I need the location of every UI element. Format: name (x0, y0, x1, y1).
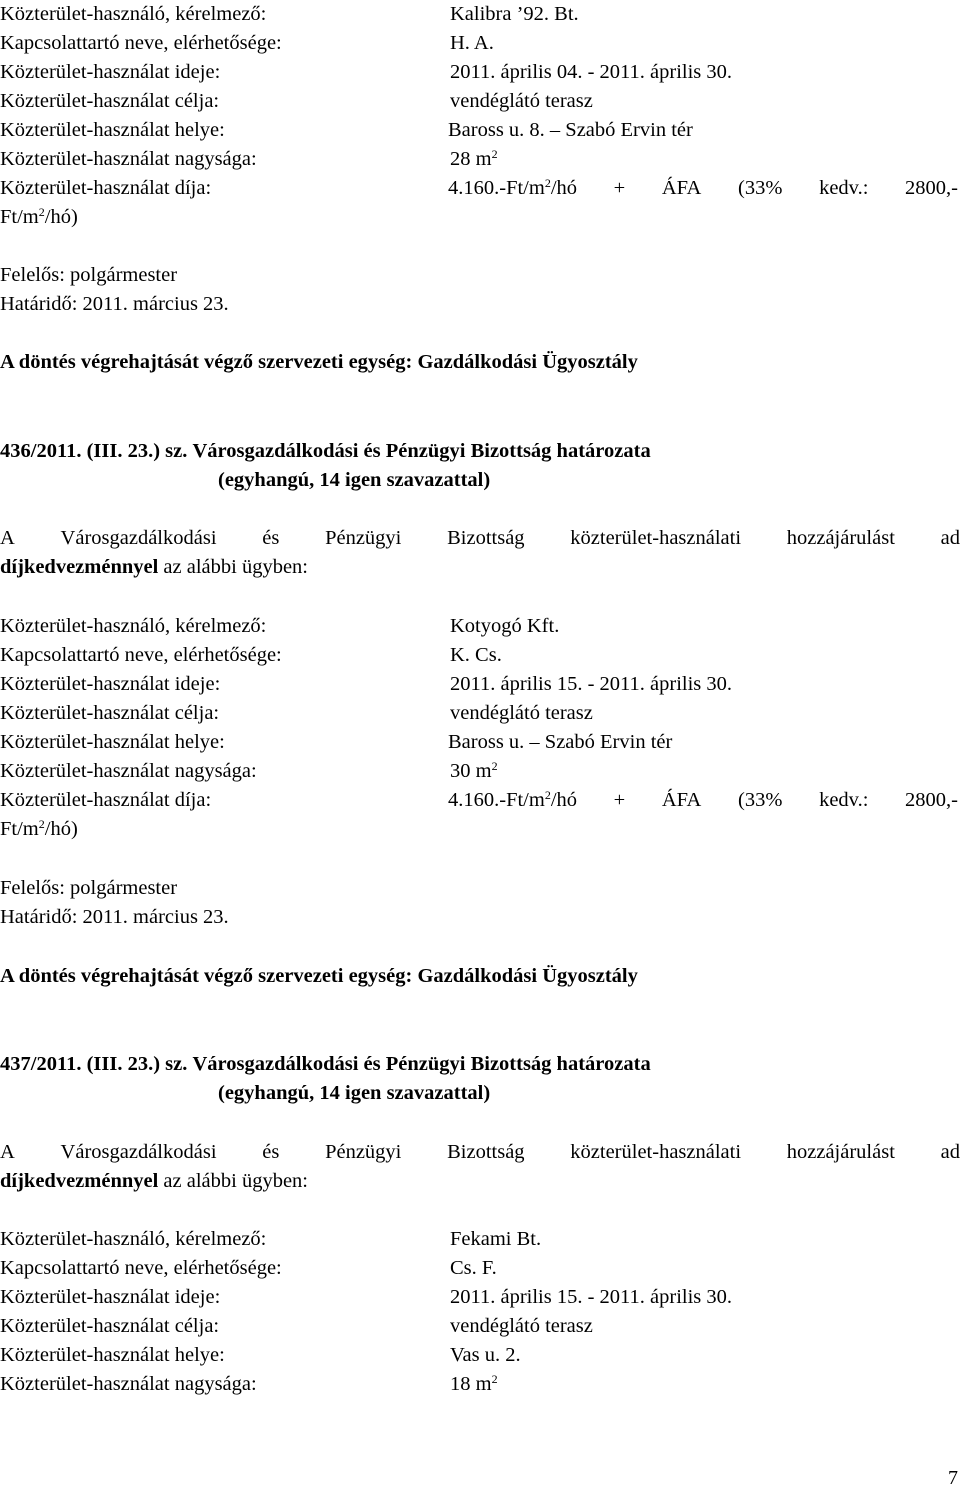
value-size: 28 $m^2$ (450, 147, 498, 170)
value-fee: $4.160.-Ft/m^2/hó$ + ÁFA (33% kedv.: 2800,- (448, 176, 958, 199)
label-user: Közterület-használó, kérelmező: (0, 3, 267, 25)
label-place: Közterület-használat helye: (0, 1344, 225, 1366)
intro-line: A Városgazdálkodási és Pénzügyi Bizottság közterület-használati hozzájárulást ad (0, 527, 960, 549)
label-fee: Közterület-használat díja: (0, 177, 212, 199)
value-user: Kotyogó Kft. (450, 615, 560, 637)
label-size: Közterület-használat nagysága: (0, 148, 257, 170)
page-number: 7 (948, 1467, 958, 1489)
value-contact: Cs. F. (450, 1257, 497, 1279)
label-purpose: Közterület-használat célja: (0, 1315, 220, 1337)
exec-unit: A döntés végrehajtását végző szervezeti egység: Gazdálkodási Ügyosztály (0, 351, 638, 373)
label-period: Közterület-használat ideje: (0, 673, 221, 695)
resolution-title: 437/2011. (III. 23.) sz. Városgazdálkodási és Pénzügyi Bizottság határozata (0, 1053, 651, 1075)
value-place: Baross u. 8. – Szabó Ervin tér (448, 119, 693, 141)
responsible: Felelős: polgármester (0, 877, 178, 899)
value-size: 30 $m^2$ (450, 759, 498, 782)
value-purpose: vendéglátó terasz (450, 1315, 593, 1337)
value-period: 2011. április 04. - 2011. április 30. (450, 61, 733, 83)
label-place: Közterület-használat helye: (0, 731, 225, 753)
value-fee: $4.160.-Ft/m^2/hó$ + ÁFA (33% kedv.: 2800,- (448, 788, 958, 811)
label-fee: Közterület-használat díja: (0, 789, 212, 811)
value-place: Vas u. 2. (450, 1344, 521, 1366)
value-period: 2011. április 15. - 2011. április 30. (450, 673, 733, 695)
label-contact: Kapcsolattartó neve, elérhetősége: (0, 644, 282, 666)
deadline: Határidő: 2011. március 23. (0, 293, 229, 315)
label-size: Közterület-használat nagysága: (0, 1373, 257, 1395)
label-size: Közterület-használat nagysága: (0, 760, 257, 782)
intro-line: A Városgazdálkodási és Pénzügyi Bizottság közterület-használati hozzájárulást ad (0, 1141, 960, 1163)
label-period: Közterület-használat ideje: (0, 61, 221, 83)
value-period: 2011. április 15. - 2011. április 30. (450, 1286, 733, 1308)
label-period: Közterület-használat ideje: (0, 1286, 221, 1308)
label-contact: Kapcsolattartó neve, elérhetősége: (0, 1257, 282, 1279)
value-user: Kalibra ’92. Bt. (450, 3, 579, 25)
label-user: Közterület-használó, kérelmező: (0, 1228, 267, 1250)
vote-line: (egyhangú, 14 igen szavazattal) (218, 1082, 491, 1104)
intro-line-2: díjkedvezménnyel az alábbi ügyben: (0, 556, 309, 578)
value-user: Fekami Bt. (450, 1228, 542, 1250)
value-purpose: vendéglátó terasz (450, 702, 593, 724)
label-purpose: Közterület-használat célja: (0, 90, 220, 112)
value-contact: K. Cs. (450, 644, 502, 666)
fee-continuation: $Ft/m^2/hó$) (0, 817, 78, 840)
label-place: Közterület-használat helye: (0, 119, 225, 141)
resolution-title: 436/2011. (III. 23.) sz. Városgazdálkodási és Pénzügyi Bizottság határozata (0, 440, 651, 462)
label-user: Közterület-használó, kérelmező: (0, 615, 267, 637)
label-purpose: Közterület-használat célja: (0, 702, 220, 724)
value-place: Baross u. – Szabó Ervin tér (448, 731, 673, 753)
deadline: Határidő: 2011. március 23. (0, 906, 229, 928)
value-purpose: vendéglátó terasz (450, 90, 593, 112)
value-contact: H. A. (450, 32, 494, 54)
exec-unit: A döntés végrehajtását végző szervezeti egység: Gazdálkodási Ügyosztály (0, 965, 638, 987)
fee-continuation: $Ft/m^2/hó$) (0, 205, 78, 228)
responsible: Felelős: polgármester (0, 264, 178, 286)
vote-line: (egyhangú, 14 igen szavazattal) (218, 469, 491, 491)
label-contact: Kapcsolattartó neve, elérhetősége: (0, 32, 282, 54)
intro-line-2: díjkedvezménnyel az alábbi ügyben: (0, 1170, 309, 1192)
value-size: 18 $m^2$ (450, 1372, 498, 1395)
